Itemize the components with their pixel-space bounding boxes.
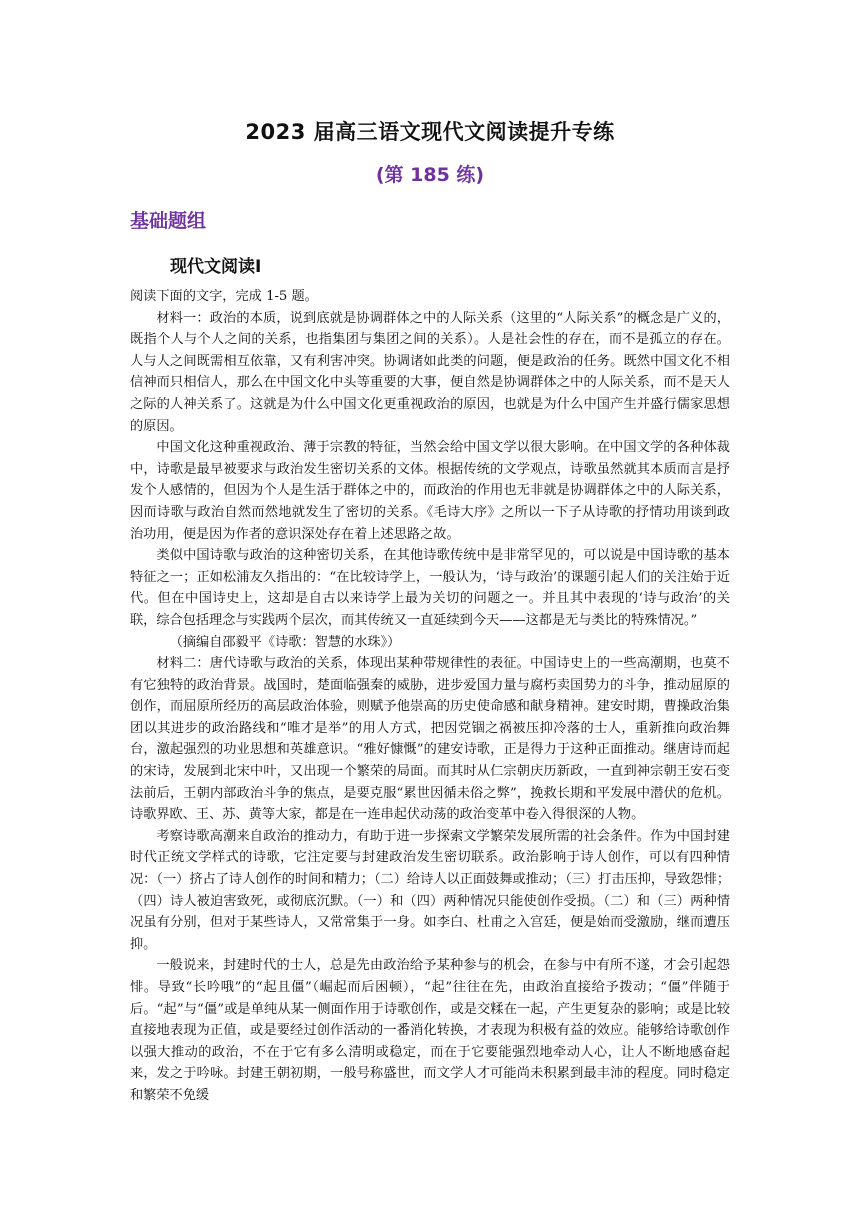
paragraph: 一般说来，封建时代的士人，总是先由政治给予某种参与的机会，在参与中有所不遂，才会引起怨悱。导致“长吟哦”的“起且僵”（崛起而后困顿），“起”往往在先，由政治直接给予拨动；“僵”伴随于后。“起”与“僵”或是单纯从某一侧面作用于诗歌创作，或是交糅在一起，产生更复杂的影响；或是比较直接地表现为正值，或是要经过创作活动的一番消化转换，才表现为积极有益的效应。能够给诗歌创作以强大推动的政治，不在于它有多么清明或稳定，而在于它要能强烈地牵动人心，让人不断地感奋起来，发之于吟咏。封建王朝初期，一般号称盛世，而文学人才可能尚未积累到最丰沛的程度。同时稳定和繁荣不免缓 [130, 958, 730, 1103]
exercise-number: (第 185 练) [375, 164, 485, 186]
group-heading: 基础题组 [130, 210, 207, 232]
source-citation: （摘编自邵毅平《诗歌：智慧的水珠》） [169, 634, 401, 650]
paragraph: 材料二：唐代诗歌与政治的关系，体现出某种带规律性的表征。中国诗史上的一些高潮期，也莫不有它独特的政治背景。战国时，楚面临强秦的威胁，进步爱国力量与腐朽卖国势力的斗争，推动屈原的创作，而屈原所经历的高层政治体验，则赋予他崇高的历史使命感和献身精神。建安时期，曹操政治集团以其进步的政治路线和“唯才是举”的用人方式，把因党锢之祸被压抑冷落的士人，重新推向政治舞台，激起强烈的功业思想和英雄意识。“雅好慷慨”的建安诗歌，正是得力于这种正面推动。继唐诗而起的宋诗，发展到北宋中叶，又出现一个繁荣的局面。而其时从仁宗朝庆历新政，一直到神宗朝王安石变法前后，王朝内部政治斗争的焦点，是要克服“累世因循未俗之弊”，挽救长期和平发展中潜伏的危机。诗歌界欧、王、苏、黄等大家，都是在一连串起伏动荡的政治变革中卷入得很深的人物。 [130, 656, 730, 823]
paragraph: 考察诗歌高潮来自政治的推动力，有助于进一步探索文学繁荣发展所需的社会条件。作为中国封建时代正统文学样式的诗歌，它注定要与封建政治发生密切联系。政治影响于诗人创作，可以有四种情况：（一）挤占了诗人创作的时间和精力；（二）给诗人以正面鼓舞或推动；（三）打击压抑，导致怨悱；（四）诗人被迫害致死，或彻底沉默。（一）和（四）两种情况只能使创作受损。（二）和（三）两种情况虽有分别，但对于某些诗人，又常常集于一身。如李白、杜甫之入宫廷，便是始而受激励，继而遭压抑。 [130, 828, 731, 952]
document-title: 2023 届高三语文现代文阅读提升专练 [245, 120, 615, 144]
paragraph: 中国文化这种重视政治、薄于宗教的特征，当然会给中国文学以很大影响。在中国文学的各种体裁中，诗歌是最早被要求与政治发生密切关系的文体。根据传统的文学观点，诗歌虽然就其本质而言是抒发个人感情的，但因为个人是生活于群体之中的，而政治的作用也无非就是协调群体之中的人际关系，因而诗歌与政治自然而然地就发生了密切的关系。《毛诗大序》之所以一下子从诗歌的抒情功用谈到政治功用，便是因为作者的意识深处存在着上述思路之故。 [130, 440, 730, 542]
reading-passage [130, 286, 730, 1107]
paragraph: 材料一：政治的本质，说到底就是协调群体之中的人际关系（这里的“人际关系”的概念是广义的，既指个人与个人之间的关系，也指集团与集团之间的关系）。人是社会性的存在，而不是孤立的存在。人与人之间既需相互依靠，又有利害冲突。协调诸如此类的问题，便是政治的任务。既然中国文化不相信神而只相信人，那么在中国文化中头等重要的大事，便自然是协调群体之中的人际关系，而不是天人之际的人神关系了。这就是为什么中国文化更重视政治的原因，也就是为什么中国产生并盛行儒家思想的原因。 [130, 310, 730, 434]
section-heading: 现代文阅读Ⅰ [170, 257, 262, 277]
instruction-line: 阅读下面的文字，完成 1-5 题。 [130, 289, 318, 304]
paragraph: 类似中国诗歌与政治的这种密切关系，在其他诗歌传统中是非常罕见的，可以说是中国诗歌的基本特征之一；正如松浦友久指出的：“在比较诗学上，一般认为，‘诗与政治’的课题引起人们的关注始于近代。但在中国诗史上，这却是自古以来诗学上最为关切的问题之一。并且其中表现的‘诗与政治’的关联，综合包括理念与实践两个层次，而其传统又一直延续到今天——这都是无与类比的特殊情况。” [130, 548, 730, 628]
